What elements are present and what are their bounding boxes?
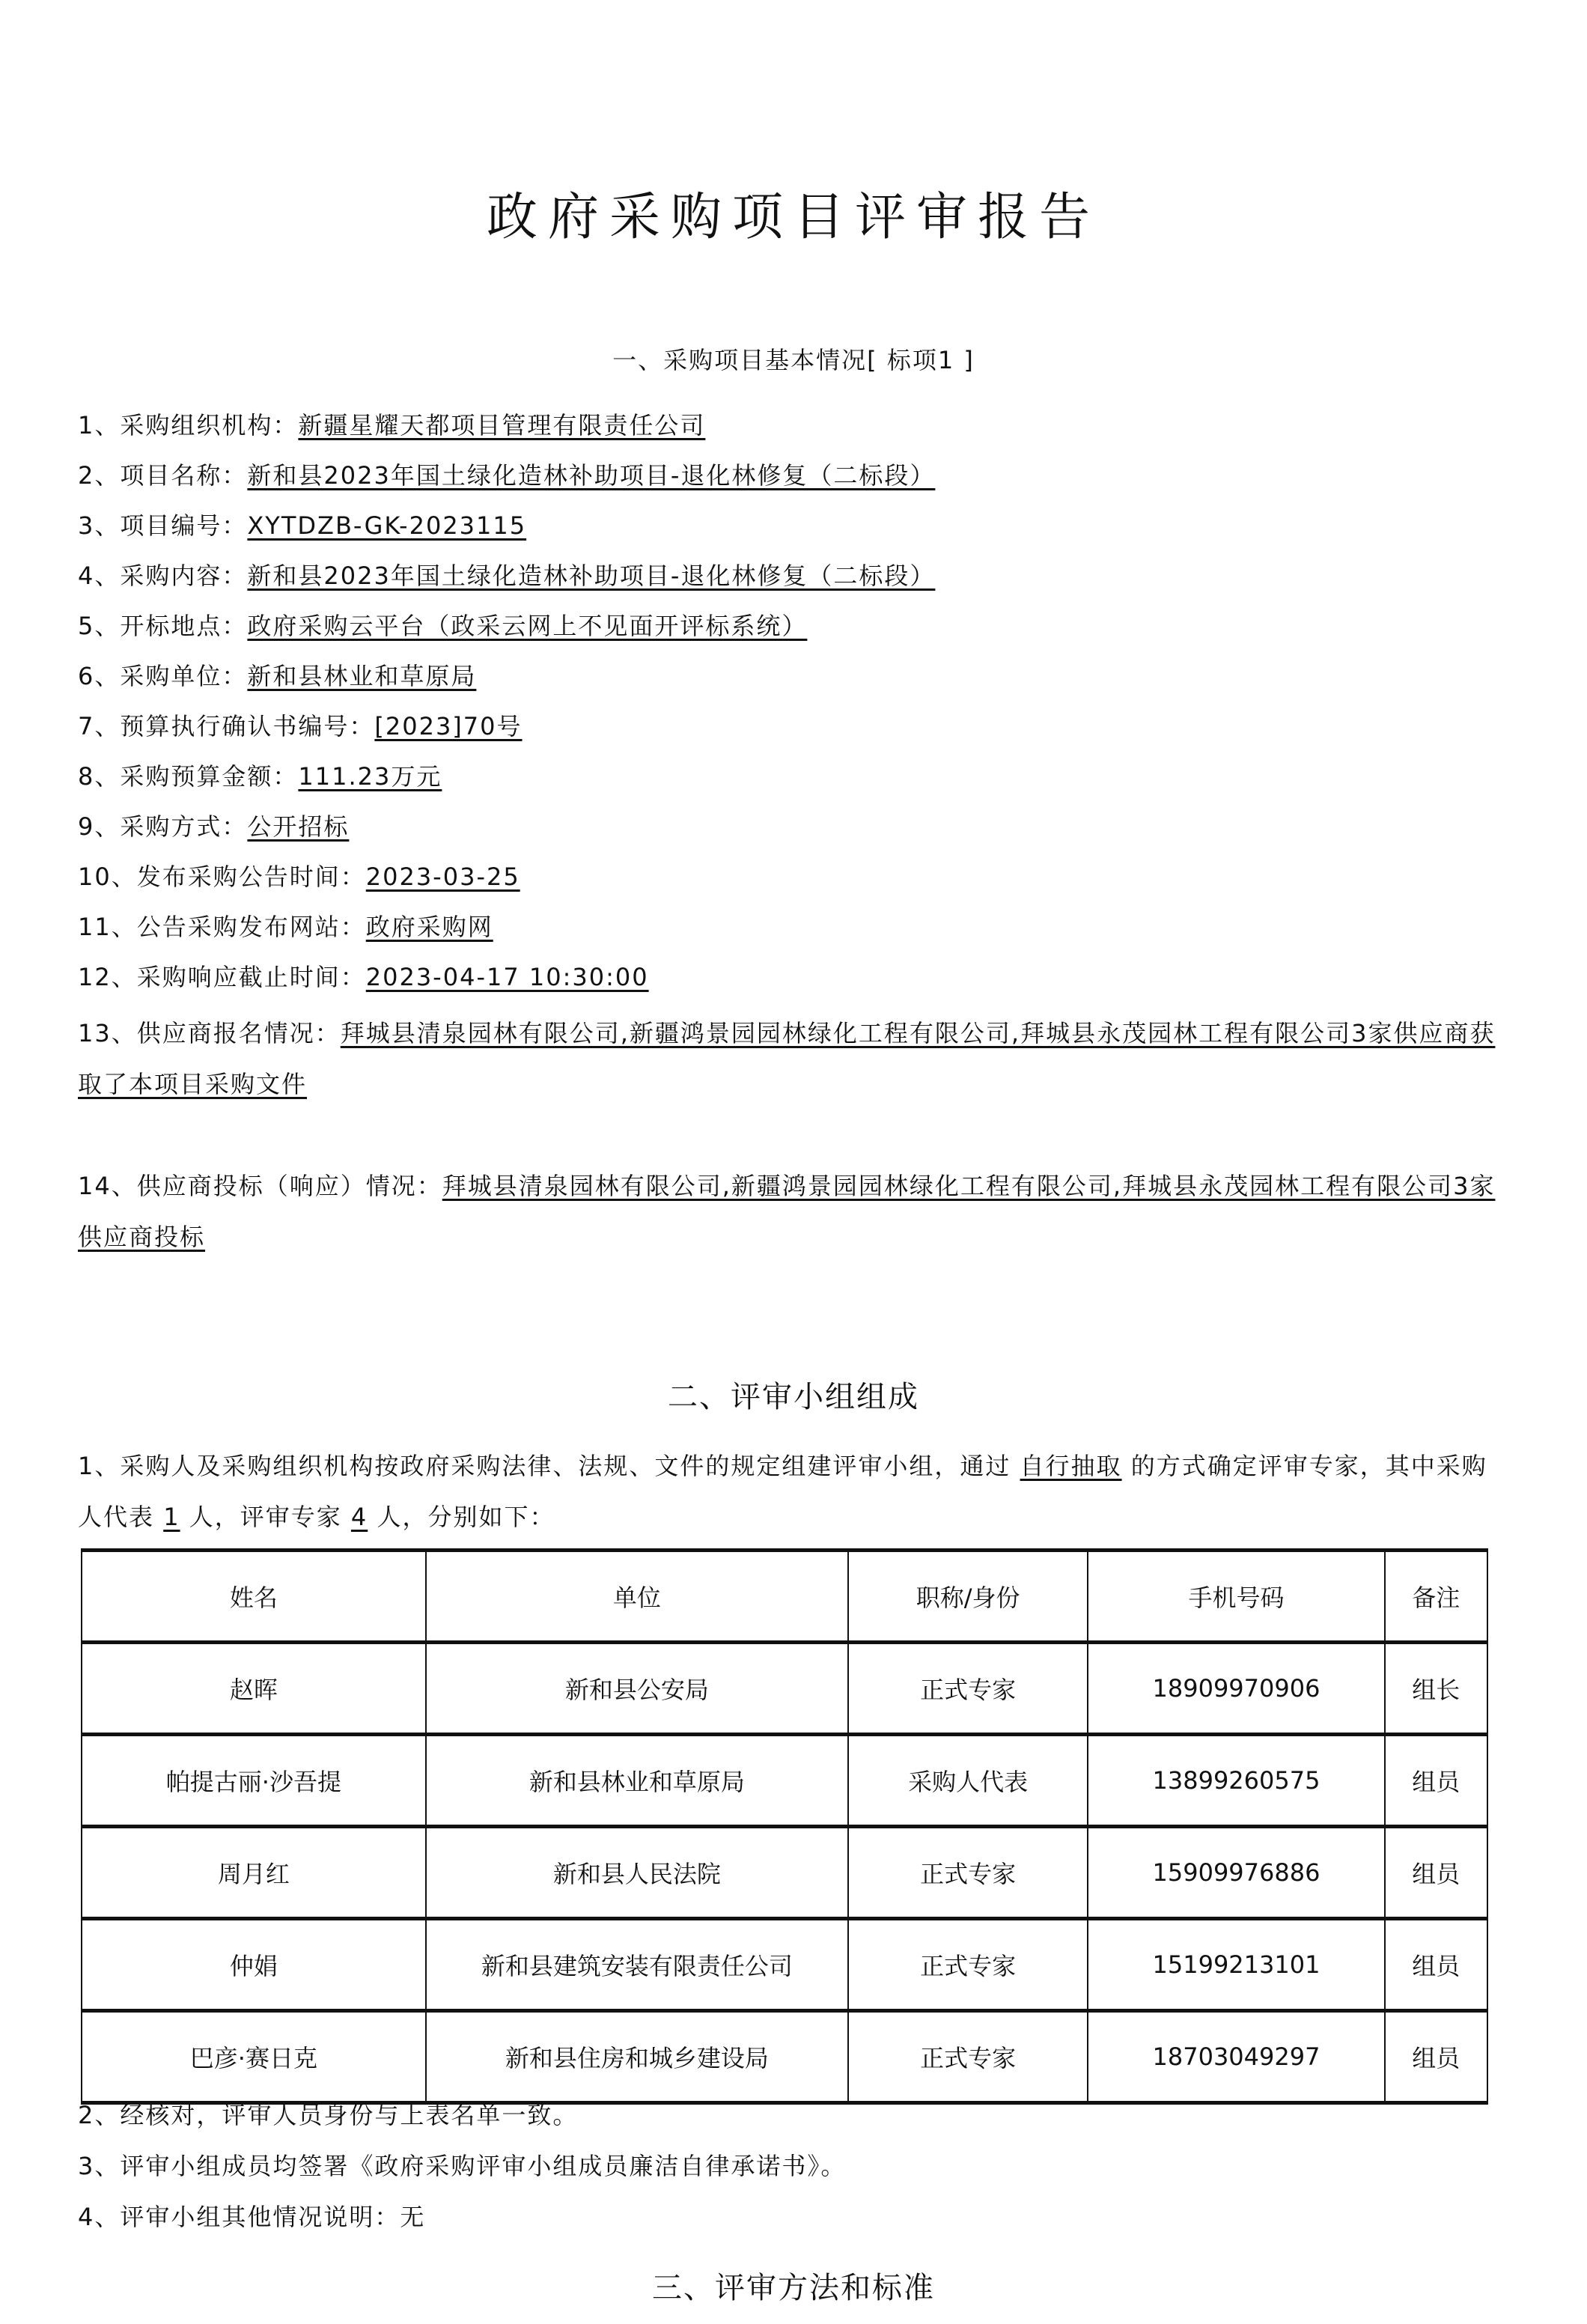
cell-unit: 新和县人民法院 — [426, 1827, 848, 1919]
column-header-name: 姓名 — [82, 1551, 426, 1643]
note-other: 4、评审小组其他情况说明：无 — [78, 2203, 426, 2231]
info-item-content — [78, 561, 935, 591]
expert-count: 4 — [350, 1503, 368, 1531]
item-label: 14、供应商投标（响应）情况： — [78, 1172, 442, 1200]
column-header-remark: 备注 — [1385, 1551, 1487, 1643]
info-item-budget-amount — [78, 761, 442, 791]
intro-text: 人，分别如下： — [377, 1503, 555, 1531]
item-label: 7、预算执行确认书编号： — [78, 712, 375, 740]
column-header-phone: 手机号码 — [1088, 1551, 1384, 1643]
note-integrity-pledge: 3、评审小组成员均签署《政府采购评审小组成员廉洁自律承诺书》。 — [78, 2152, 847, 2180]
intro-text: 的方式确定评审专家，其中采购人代表 — [78, 1452, 1487, 1531]
cell-remark: 组长 — [1385, 1643, 1487, 1735]
info-item-registration — [78, 1008, 1500, 1110]
item-label: 6、采购单位： — [78, 662, 248, 690]
item-value: 政府采购云平台（政采云网上不见面开评标系统） — [247, 612, 808, 640]
intro-text: 1、采购人及采购组织机构按政府采购法律、法规、文件的规定组建评审小组，通过 — [78, 1452, 1011, 1480]
cell-remark: 组员 — [1385, 1735, 1487, 1827]
cell-name: 赵晖 — [82, 1643, 426, 1735]
column-header-unit: 单位 — [426, 1551, 848, 1643]
item-label: 13、供应商报名情况： — [78, 1019, 341, 1047]
cell-name: 仲娟 — [82, 1919, 426, 2011]
section-2-heading: 二、评审小组组成 — [668, 1380, 919, 1414]
table-header-row — [82, 1551, 1487, 1643]
cell-phone: 15199213101 — [1088, 1919, 1384, 2011]
cell-unit: 新和县住房和城乡建设局 — [426, 2011, 848, 2103]
info-item-method — [78, 812, 349, 842]
cell-phone: 18909970906 — [1088, 1643, 1384, 1735]
item-label: 2、项目名称： — [78, 461, 248, 490]
table-row — [82, 1735, 1487, 1827]
purchaser-rep-count: 1 — [163, 1503, 180, 1531]
item-label: 8、采购预算金额： — [78, 762, 299, 791]
table-row — [82, 1643, 1487, 1735]
table-row — [82, 1919, 1487, 2011]
item-label: 5、开标地点： — [78, 612, 248, 640]
item-value: 新疆星耀天都项目管理有限责任公司 — [298, 411, 706, 439]
info-item-location — [78, 611, 807, 641]
column-header-title: 职称/身份 — [848, 1551, 1088, 1643]
cell-unit: 新和县建筑安装有限责任公司 — [426, 1919, 848, 2011]
intro-text: 人，评审专家 — [189, 1503, 342, 1531]
review-panel-table — [81, 1548, 1488, 2105]
item-value: 新和县2023年国土绿化造林补助项目-退化林修复（二标段） — [247, 562, 936, 590]
info-item-purchaser — [78, 661, 476, 691]
cell-name: 帕提古丽·沙吾提 — [82, 1735, 426, 1827]
item-label: 4、采购内容： — [78, 562, 248, 590]
cell-phone: 13899260575 — [1088, 1735, 1384, 1827]
item-value: 111.23万元 — [298, 762, 442, 791]
cell-remark: 组员 — [1385, 1919, 1487, 2011]
cell-title: 正式专家 — [848, 2011, 1088, 2103]
item-value: [2023]70号 — [374, 712, 523, 740]
table-row — [82, 2011, 1487, 2103]
cell-phone: 15909976886 — [1088, 1827, 1384, 1919]
table-row — [82, 1827, 1487, 1919]
cell-title: 正式专家 — [848, 1919, 1088, 2011]
note-identity-check: 2、经核对，评审人员身份与上表名单一致。 — [78, 2101, 579, 2129]
item-value: 新和县2023年国土绿化造林补助项目-退化林修复（二标段） — [247, 461, 936, 490]
cell-name: 周月红 — [82, 1827, 426, 1919]
item-label: 12、采购响应截止时间： — [78, 963, 366, 991]
cell-name: 巴彦·赛日克 — [82, 2011, 426, 2103]
info-item-project-name — [78, 460, 935, 490]
info-item-bidding — [78, 1161, 1500, 1262]
item-value: 公开招标 — [247, 812, 350, 841]
info-item-project-number — [78, 511, 526, 541]
cell-title: 正式专家 — [848, 1643, 1088, 1735]
cell-unit: 新和县林业和草原局 — [426, 1735, 848, 1827]
item-value: 2023-03-25 — [365, 863, 520, 891]
cell-unit: 新和县公安局 — [426, 1643, 848, 1735]
item-value: 新和县林业和草原局 — [247, 662, 477, 690]
item-value: 政府采购网 — [365, 913, 493, 941]
item-label: 11、公告采购发布网站： — [78, 913, 366, 941]
selection-method: 自行抽取 — [1020, 1452, 1122, 1480]
item-label: 9、采购方式： — [78, 812, 248, 841]
info-item-budget-cert — [78, 711, 523, 741]
info-item-publish-date — [78, 862, 520, 892]
item-value: 拜城县清泉园林有限公司,新疆鸿景园园林绿化工程有限公司,拜城县永茂园林工程有限公司3家供应商投标 — [78, 1172, 1496, 1251]
item-label: 10、发布采购公告时间： — [78, 863, 366, 891]
section-1-heading: 一、采购项目基本情况[ 标项1 ] — [612, 346, 975, 374]
info-item-org — [78, 410, 705, 440]
info-item-publish-site — [78, 912, 493, 942]
item-label: 1、采购组织机构： — [78, 411, 299, 439]
item-value: 拜城县清泉园林有限公司,新疆鸿景园园林绿化工程有限公司,拜城县永茂园林工程有限公司3家供应商获取了本项目采购文件 — [78, 1019, 1496, 1098]
panel-intro — [78, 1441, 1500, 1542]
item-label: 3、项目编号： — [78, 511, 248, 540]
cell-title: 采购人代表 — [848, 1735, 1088, 1827]
item-value: 2023-04-17 10:30:00 — [365, 963, 649, 991]
document-title: 政府采购项目评审报告 — [486, 187, 1100, 247]
cell-remark: 组员 — [1385, 2011, 1487, 2103]
cell-phone: 18703049297 — [1088, 2011, 1384, 2103]
section-3-heading: 三、评审方法和标准 — [652, 2271, 935, 2305]
item-value: XYTDZB-GK-2023115 — [247, 511, 527, 540]
info-item-deadline — [78, 962, 649, 992]
cell-remark: 组员 — [1385, 1827, 1487, 1919]
cell-title: 正式专家 — [848, 1827, 1088, 1919]
